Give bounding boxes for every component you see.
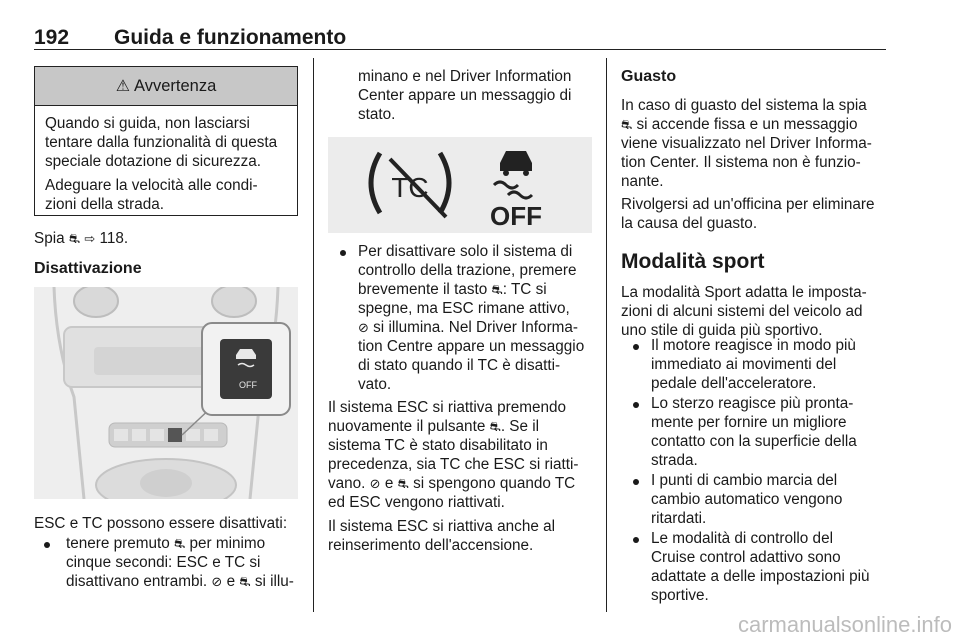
indicator-icons-drawing: [328, 137, 592, 233]
bullet-line: spegne, ma ESC rimane attivo,: [358, 300, 570, 317]
text-line: zioni di alcuni sistemi del veicolo ad: [621, 303, 863, 320]
bullet-line: di stato quando il TC è disatti-: [358, 357, 561, 374]
page-header: [34, 16, 886, 50]
bullet-dot: [633, 537, 639, 543]
bullet-dot: [633, 402, 639, 408]
warning-text: Quando si guida, non lasciarsi: [45, 115, 250, 132]
text: si illu-: [254, 573, 294, 590]
reference-arrow-icon: ⇨: [84, 231, 96, 246]
text-line: In caso di guasto del sistema la spia: [621, 97, 867, 114]
bullet-dot: [340, 250, 346, 256]
text: per minimo: [189, 535, 266, 552]
bullet-line: tion Centre appare un messaggio: [358, 338, 585, 355]
esc-lamp-icon: ⛐: [68, 231, 81, 246]
guasto-heading: Guasto: [621, 68, 677, 85]
text: e: [384, 475, 394, 492]
spia-reference: 118.: [99, 230, 129, 247]
warning-header: [35, 67, 297, 106]
tc-off-icon: ⊘: [358, 320, 369, 335]
text-line: nante.: [621, 173, 664, 190]
text-line: precedenza, sia TC che ESC si riatti-: [328, 456, 579, 473]
bullet-line: [358, 318, 578, 337]
bullet-line: I punti di cambio marcia del: [651, 472, 838, 489]
text: . Se il: [500, 418, 540, 435]
text-line: uno stile di guida più sportivo.: [621, 322, 823, 339]
bullet-line: cinque secondi: ESC e TC si: [66, 554, 261, 571]
warning-title: Avvertenza: [134, 76, 217, 95]
text: si spengono quando TC: [413, 475, 576, 492]
text-line: stato.: [358, 106, 396, 123]
bullet-line: pedale dell'acceleratore.: [651, 375, 817, 392]
text-line: ed ESC vengono riattivati.: [328, 494, 505, 511]
esc-off-icon: ⛐: [397, 476, 409, 491]
text: e: [226, 573, 236, 590]
page-title: Guida e funzionamento: [114, 26, 347, 49]
tc-icon-text: TC: [391, 172, 429, 203]
text-line: Center appare un messaggio di: [358, 87, 572, 104]
indicator-icons-illustration: [328, 137, 592, 233]
bullet-line: immediato ai movimenti del: [651, 356, 837, 373]
bullet-dot: [44, 542, 50, 548]
text: nuovamente il pulsante: [328, 418, 486, 435]
tc-off-icon: ⊘: [211, 574, 223, 589]
bullet-line: vato.: [358, 376, 392, 393]
column-divider: [606, 58, 607, 612]
bullet-line: adattate a delle impostazioni più: [651, 568, 870, 585]
bullet-line: [66, 572, 294, 591]
page-number: 192: [34, 26, 70, 49]
text: si accende fissa e un messaggio: [636, 116, 858, 133]
text-line: [328, 417, 539, 436]
esc-off-icon: ⛐: [239, 574, 251, 589]
bullet-line: [358, 280, 547, 299]
bullet-line: Lo sterzo reagisce più pronta-: [651, 395, 854, 412]
disattivazione-heading: Disattivazione: [34, 260, 142, 277]
off-icon-text: OFF: [490, 201, 542, 231]
text-line: La modalità Sport adatta le imposta-: [621, 284, 867, 301]
console-button-label: OFF: [239, 380, 257, 390]
bullet-line: Le modalità di controllo del: [651, 530, 833, 547]
warning-text: tentare dalla funzionalità di questa: [45, 134, 278, 151]
text: si illumina. Nel Driver Informa-: [373, 319, 579, 336]
bullet-dot: [633, 344, 639, 350]
text: tenere premuto: [66, 535, 170, 552]
esc-lamp-icon: ⛐: [489, 419, 501, 434]
warning-text: Adeguare la velocità alle condi-: [45, 177, 258, 194]
text-line: [328, 474, 575, 493]
column-divider: [313, 58, 314, 612]
text: brevemente il tasto: [358, 281, 488, 298]
bullet-line: mente per fornire un migliore: [651, 414, 847, 431]
text-line: sistema TC è stato disabilitato in: [328, 437, 548, 454]
text-line: tion Center. Il sistema non è funzio-: [621, 154, 861, 171]
text-line: Il sistema ESC si riattiva premendo: [328, 399, 567, 416]
text-line: Rivolgersi ad un'officina per eliminare: [621, 196, 875, 213]
text-line: [621, 115, 858, 134]
warning-text: zioni della strada.: [45, 196, 165, 213]
esc-lamp-icon: ⛐: [174, 536, 186, 551]
intro-text: ESC e TC possono essere disattivati:: [34, 515, 288, 532]
text: : TC si: [502, 281, 547, 298]
tc-off-icon: ⊘: [369, 476, 381, 491]
spia-line: [34, 229, 128, 248]
text: disattivano entrambi.: [66, 573, 208, 590]
text-line: viene visualizzato nel Driver Informa-: [621, 135, 872, 152]
header-rule: [34, 49, 886, 50]
bullet-line: Il motore reagisce in modo più: [651, 337, 856, 354]
warning-box: [34, 66, 298, 216]
text: vano.: [328, 475, 366, 492]
esc-lamp-icon: ⛐: [621, 117, 633, 132]
text-line: reinserimento dell'accensione.: [328, 537, 534, 554]
bullet-line: contatto con la superficie della: [651, 433, 857, 450]
bullet-line: ritardati.: [651, 510, 707, 527]
text-line: minano e nel Driver Information: [358, 68, 572, 85]
warning-text: speciale dotazione di sicurezza.: [45, 153, 261, 170]
sport-heading: Modalità sport: [621, 250, 765, 273]
bullet-dot: [633, 479, 639, 485]
spia-label: Spia: [34, 230, 65, 247]
watermark: carmanualsonline.info: [737, 612, 952, 637]
bullet-line: Per disattivare solo il sistema di: [358, 243, 573, 260]
bullet-line: sportive.: [651, 587, 709, 604]
text-line: Il sistema ESC si riattiva anche al: [328, 518, 555, 535]
bullet-line: strada.: [651, 452, 698, 469]
warning-icon: ⚠: [115, 78, 131, 95]
bullet-line: [66, 534, 265, 553]
console-drawing: [34, 287, 298, 499]
bullet-line: Cruise control adattivo sono: [651, 549, 841, 566]
console-illustration: [34, 287, 298, 499]
text-line: la causa del guasto.: [621, 215, 758, 232]
bullet-line: cambio automatico vengono: [651, 491, 843, 508]
esc-lamp-icon: ⛐: [491, 282, 503, 297]
bullet-line: controllo della trazione, premere: [358, 262, 577, 279]
